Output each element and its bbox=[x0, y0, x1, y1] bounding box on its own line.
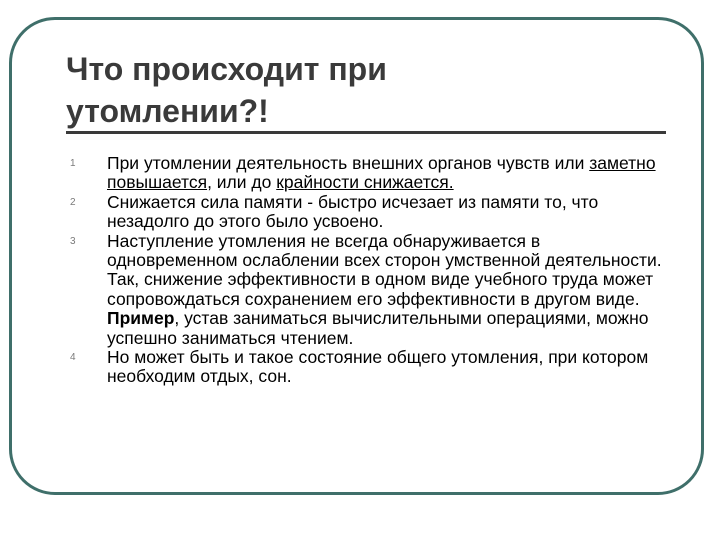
underlined-phrase: крайности снижается. bbox=[276, 172, 454, 193]
list-item-text-part: При утомлении деятельность внешних органов чувств или bbox=[107, 153, 590, 173]
slide-title-line-2: утомлении?! bbox=[66, 93, 269, 129]
numbered-list bbox=[70, 154, 670, 387]
list-item bbox=[70, 154, 670, 193]
list-item-text bbox=[107, 154, 670, 193]
list-item-text-part: Наступление утомления не всегда обнаруживается в одновременном ослаблении всех сторон умственной деятельности. Так, снижение эффективности в одном виде учебного труда может сопровождаться сохранением его эффективности в другом виде. bbox=[107, 230, 662, 309]
list-item-number: 4 bbox=[70, 352, 76, 364]
list-item-text: Снижается сила памяти - быстро исчезает из памяти то, что незадолго до этого было усвоено. bbox=[107, 191, 599, 232]
bold-phrase: Пример bbox=[107, 308, 175, 329]
list-item bbox=[70, 232, 670, 348]
list-item-number: 3 bbox=[70, 235, 76, 247]
slide-title-line-1: Что происходит при bbox=[66, 51, 387, 87]
list-item-text-part: , устав заниматься вычислительными операциями, можно успешно заниматься чтением. bbox=[107, 308, 649, 348]
list-item bbox=[70, 348, 670, 387]
list-item bbox=[70, 193, 670, 232]
list-item-text: Но может быть и такое состояние общего утомления, при котором необходим отдых, сон. bbox=[107, 347, 649, 387]
underlined-phrase: заметно повышается bbox=[107, 153, 656, 193]
list-item-text bbox=[107, 232, 670, 348]
list-item-number: 1 bbox=[70, 158, 76, 169]
title-divider bbox=[66, 131, 666, 134]
list-item-text-part: , или до bbox=[207, 172, 277, 193]
slide-title bbox=[66, 48, 666, 132]
list-item-number: 2 bbox=[70, 196, 76, 208]
